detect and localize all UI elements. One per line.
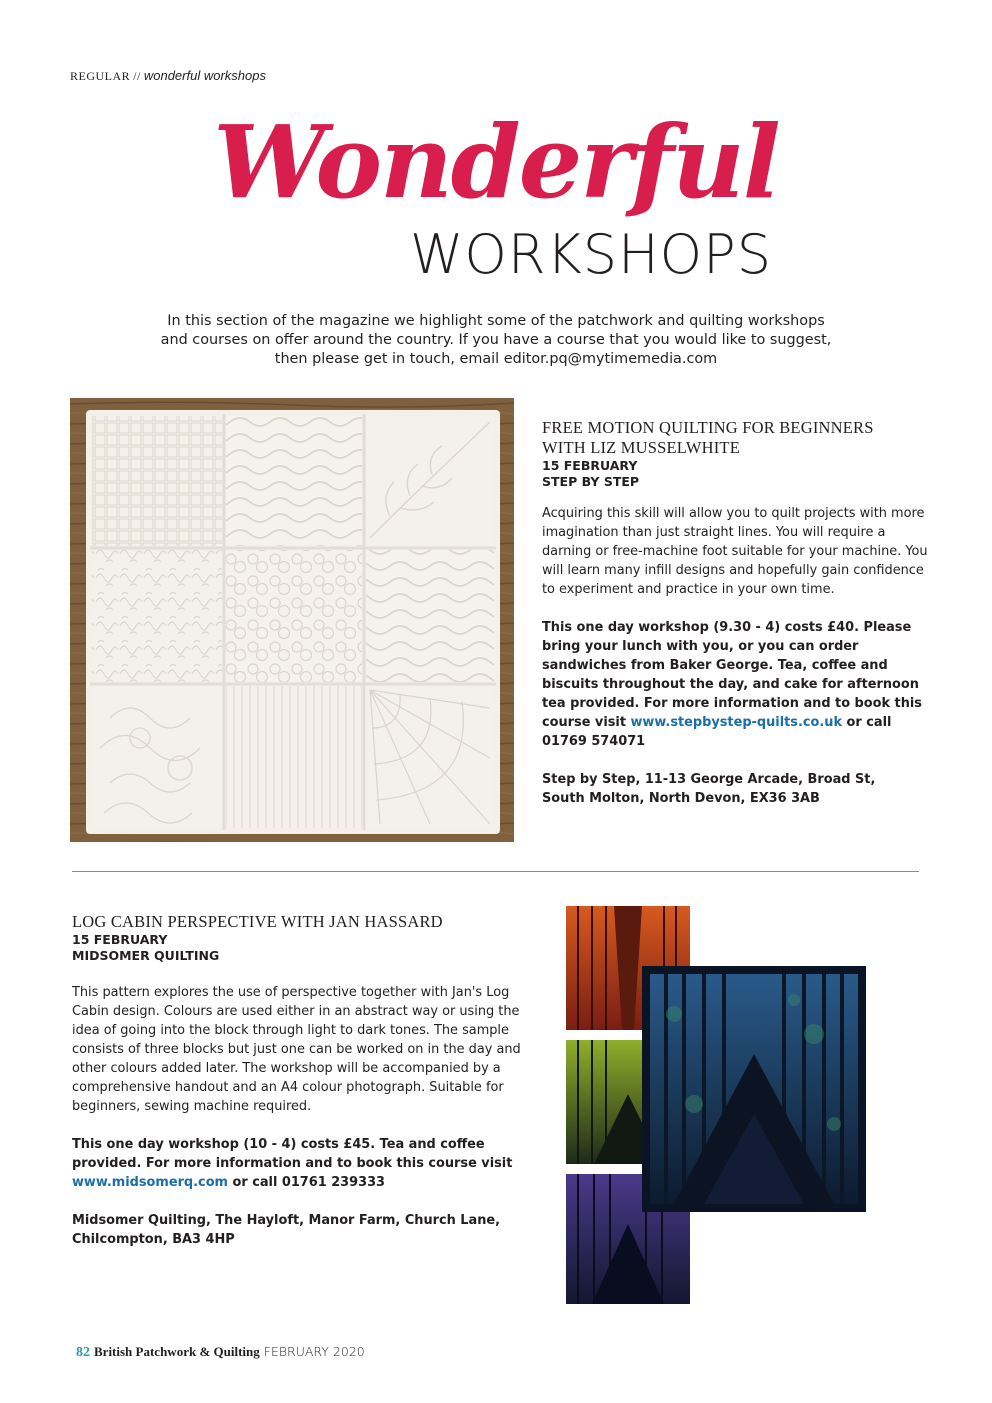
workshop-details-text: This one day workshop (9.30 - 4) costs £40. Please bring your lunch with you, or you can order sandwiches from Baker George. Tea, coffee and biscuits throughout the day, and cake for afternoon tea provided. For more information and to book this course visit — [542, 620, 922, 730]
free-motion-quilt-photo — [70, 398, 514, 842]
intro-line: In this section of the magazine we highlight some of the patchwork and quilting workshops — [167, 313, 825, 329]
running-head — [70, 68, 266, 84]
workshop-address — [542, 770, 932, 808]
address-line: South Molton, North Devon, EX36 3AB — [542, 791, 820, 806]
workshop-venue: STEP BY STEP — [542, 474, 640, 489]
masthead-caps-title: WORKSHOPS — [409, 223, 773, 286]
workshop-details-text: This one day workshop (10 - 4) costs £45. Tea and coffee provided. For more information and to book this course visit — [72, 1137, 513, 1171]
workshop-details — [72, 1135, 542, 1192]
intro-line: and courses on offer around the country. If you have a course that you would like to suggest, — [160, 332, 832, 348]
workshop-title-line: WITH LIZ MUSSELWHITE — [542, 438, 740, 457]
workshop-log-cabin — [72, 912, 542, 1249]
midsomerq-link[interactable]: www.midsomerq.com — [72, 1175, 228, 1190]
section-divider — [72, 871, 919, 872]
page-number: 82 — [76, 1345, 90, 1360]
log-cabin-blocks-illustration — [564, 904, 868, 1308]
workshop-description: This pattern explores the use of perspective together with Jan's Log Cabin design. Colours are used either in an abstract way or using the idea of going into the block through light to dark tones. The sample consists of three blocks but just one can be worked on in the day and other colours added later. The workshop will be accompanied by a comprehensive handout and an A4 colour photograph. Suitable for beginners, sewing machine required. — [72, 985, 521, 1114]
log-cabin-blocks-photo — [564, 904, 868, 1308]
workshop-title: LOG CABIN PERSPECTIVE WITH JAN HASSARD — [72, 912, 443, 931]
section-name: wonderful workshops — [143, 68, 266, 83]
address-line: Midsomer Quilting, The Hayloft, Manor Farm, Church Lane, — [72, 1213, 501, 1228]
workshop-venue: MIDSOMER QUILTING — [72, 948, 220, 963]
intro-paragraph — [120, 312, 872, 369]
free-motion-quilt-illustration — [70, 398, 514, 842]
workshop-date: 15 FEBRUARY — [542, 458, 638, 473]
workshop-free-motion — [542, 418, 932, 808]
workshop-date: 15 FEBRUARY — [72, 932, 168, 947]
workshop-title-line: FREE MOTION QUILTING FOR BEGINNERS — [542, 418, 874, 437]
address-line: Step by Step, 11-13 George Arcade, Broad St, — [542, 772, 876, 787]
stepbystep-link[interactable]: www.stepbystep-quilts.co.uk — [630, 715, 843, 730]
workshop-details — [542, 618, 932, 751]
intro-line: then please get in touch, email editor.pq@mytimemedia.com — [274, 351, 718, 367]
page-footer — [76, 1344, 365, 1361]
workshop-phone: or call 01761 239333 — [232, 1175, 386, 1190]
workshop-address — [72, 1211, 542, 1249]
running-head-separator: // — [133, 69, 141, 83]
issue-date: FEBRUARY 2020 — [263, 1344, 365, 1359]
magazine-name: British Patchwork & Quilting — [94, 1344, 260, 1359]
workshop-title — [542, 418, 932, 458]
address-line: Chilcompton, BA3 4HP — [72, 1232, 235, 1247]
masthead-script-title: Wonderful — [213, 103, 779, 221]
workshop-phone: or call 01769 574071 — [542, 715, 892, 749]
section-tag: REGULAR — [70, 69, 131, 83]
workshop-description: Acquiring this skill will allow you to quilt projects with more imagination than just straight lines. You will require a darning or free-machine foot suitable for your machine. You will learn many infill designs and hopefully gain confidence to experiment and practice in your own time. — [542, 506, 928, 597]
